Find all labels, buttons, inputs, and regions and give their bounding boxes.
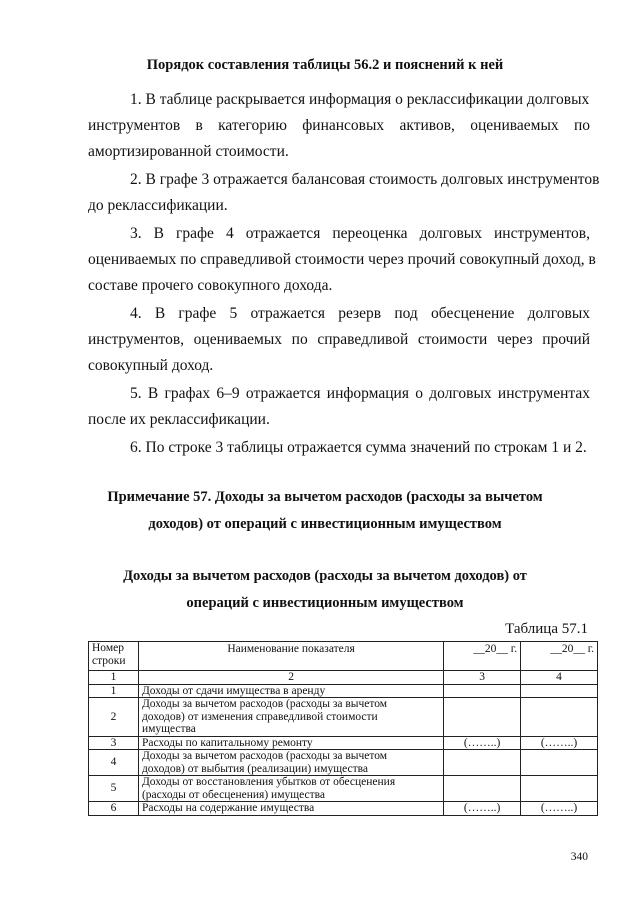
paragraph-1-line-2: инструментов в категорию финансовых активов, оцениваемых по bbox=[88, 117, 590, 134]
row-value-2 bbox=[521, 776, 598, 802]
section-title: Порядок составления таблицы 56.2 и пояснений к ней bbox=[146, 57, 504, 73]
paragraph-4-line-3: совокупный доход. bbox=[88, 357, 214, 374]
row-value-1 bbox=[444, 698, 521, 737]
table-row bbox=[89, 776, 598, 802]
row-value-1 bbox=[444, 750, 521, 776]
row-value-1: (……..) bbox=[444, 736, 521, 750]
row-name: Расходы на содержание имущества bbox=[138, 802, 443, 816]
paragraph-1-line-3: амортизированной стоимости. bbox=[88, 143, 289, 160]
paragraph-2-line-2: до реклассификации. bbox=[88, 197, 228, 214]
paragraph-1-line-1: 1. В таблице раскрывается информация о реклассификации долговых bbox=[130, 91, 590, 108]
table-title-line-2: операций с инвестиционным имуществом bbox=[186, 595, 464, 611]
row-number: 3 bbox=[89, 736, 139, 750]
table-row bbox=[89, 736, 598, 750]
row-number: 5 bbox=[89, 776, 139, 802]
header-period-2: __20__ г. bbox=[521, 642, 598, 671]
row-number: 6 bbox=[89, 802, 139, 816]
row-value-2 bbox=[521, 750, 598, 776]
row-value-1 bbox=[444, 684, 521, 698]
note-title-line-1: Примечание 57. Доходы за вычетом расходов (расходы за вычетом bbox=[107, 489, 543, 505]
header-indicator-name: Наименование показателя bbox=[138, 642, 443, 671]
row-name: Доходы за вычетом расходов (расходы за вычетом доходов) от изменения справедливой стоимости имущества bbox=[138, 698, 443, 737]
table-row bbox=[89, 802, 598, 816]
row-value-2: (……..) bbox=[521, 736, 598, 750]
row-name: Доходы от восстановления убытков от обесценения (расходы от обесценения) имущества bbox=[138, 776, 443, 802]
row-name: Расходы по капитальному ремонту bbox=[138, 736, 443, 750]
row-value-2 bbox=[521, 684, 598, 698]
paragraph-5-line-1: 5. В графах 6–9 отражается информация о долговых инструментах bbox=[130, 385, 590, 402]
table-row bbox=[89, 684, 598, 698]
row-value-1: (……..) bbox=[444, 802, 521, 816]
table-title-line-1: Доходы за вычетом расходов (расходы за вычетом доходов) от bbox=[123, 568, 527, 584]
row-name: Доходы от сдачи имущества в аренду bbox=[138, 684, 443, 698]
paragraph-5-line-2: после их реклассификации. bbox=[88, 411, 270, 428]
table-numbering-row bbox=[89, 671, 598, 685]
page-number: 340 bbox=[570, 851, 588, 863]
paragraph-4-line-2: инструментов, оцениваемых по справедливой стоимости через прочий bbox=[88, 331, 590, 348]
table-row bbox=[89, 698, 598, 737]
paragraph-2-line-1: 2. В графе 3 отражается балансовая стоимость долговых инструментов bbox=[130, 171, 600, 188]
numbering-cell: 2 bbox=[138, 671, 443, 685]
paragraph-6-line-1: 6. По строке 3 таблицы отражается сумма значений по строкам 1 и 2. bbox=[130, 439, 587, 456]
paragraph-3-line-3: составе прочего совокупного дохода. bbox=[88, 277, 333, 294]
paragraph-4-line-1: 4. В графе 5 отражается резерв под обесценение долговых bbox=[130, 305, 590, 322]
numbering-cell: 1 bbox=[89, 671, 139, 685]
paragraph-3-line-1: 3. В графе 4 отражается переоценка долговых инструментов, bbox=[130, 225, 590, 242]
row-number: 4 bbox=[89, 750, 139, 776]
row-number: 2 bbox=[89, 698, 139, 737]
table-row bbox=[89, 750, 598, 776]
data-table bbox=[88, 641, 598, 816]
table-caption: Таблица 57.1 bbox=[505, 621, 588, 637]
row-number: 1 bbox=[89, 684, 139, 698]
header-period-1: __20__ г. bbox=[444, 642, 521, 671]
row-name: Доходы за вычетом расходов (расходы за вычетом доходов) от выбытия (реализации) имущества bbox=[138, 750, 443, 776]
numbering-cell: 3 bbox=[444, 671, 521, 685]
row-value-1 bbox=[444, 776, 521, 802]
row-value-2 bbox=[521, 698, 598, 737]
table-header-row bbox=[89, 642, 598, 671]
row-value-2: (……..) bbox=[521, 802, 598, 816]
paragraph-3-line-2: оцениваемых по справедливой стоимости через прочий совокупный доход, в bbox=[88, 251, 596, 268]
numbering-cell: 4 bbox=[521, 671, 598, 685]
header-row-number: Номер строки bbox=[89, 642, 139, 671]
note-title-line-2: доходов) от операций с инвестиционным имуществом bbox=[148, 516, 502, 532]
